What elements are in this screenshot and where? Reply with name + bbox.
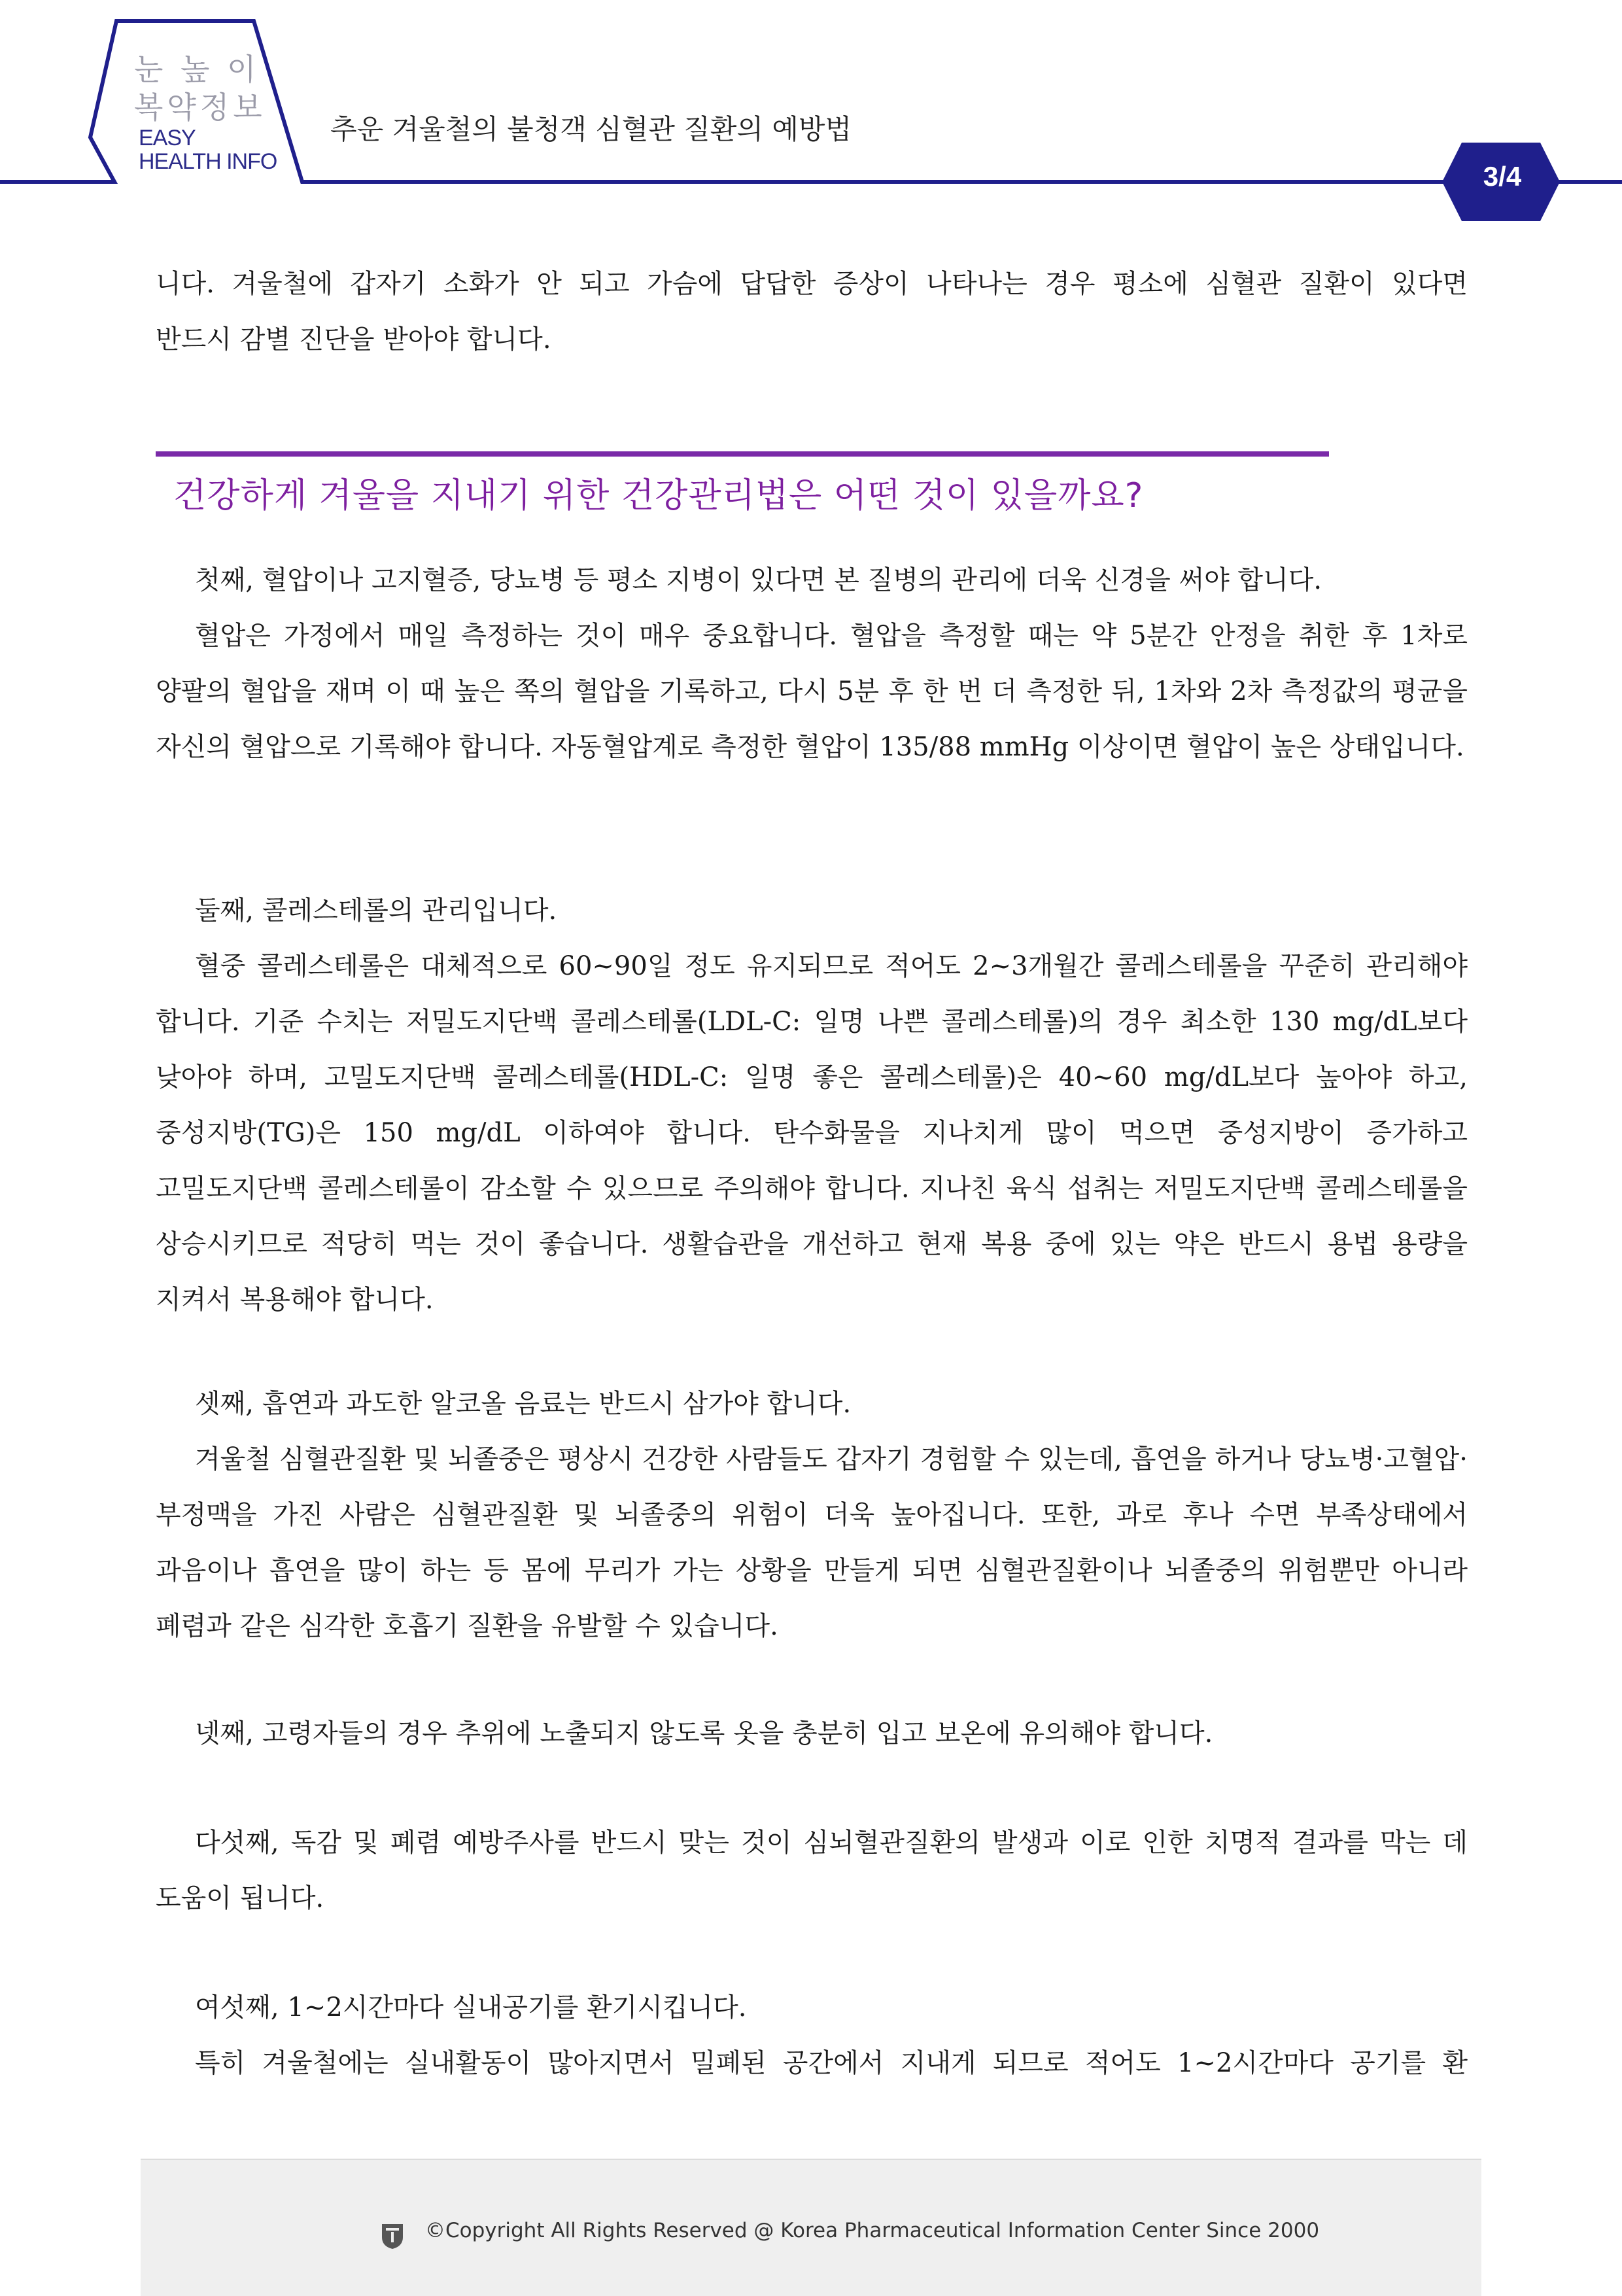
item-sixth-body: 특히 겨울철에는 실내활동이 많아지면서 밀폐된 공간에서 지내게 되므로 적어도 1~2시간마다 공기를 환 xyxy=(195,2048,1468,2078)
intro-line2: 반드시 감별 진단을 받아야 합니다. xyxy=(156,324,551,355)
logo-english-line2: HEALTH INFO xyxy=(139,149,277,174)
item-first-title: 첫째, 혈압이나 고지혈증, 당뇨병 등 평소 지병이 있다면 본 질병의 관리에 더욱 신경을 써야 합니다. xyxy=(195,565,1322,595)
footer-copyright: ©Copyright All Rights Reserved @ Korea Pharmaceutical Information Center Since 2000 xyxy=(425,2219,1320,2242)
kpic-emblem-icon xyxy=(379,2221,406,2250)
item-second-title: 둘째, 콜레스테롤의 관리입니다. xyxy=(195,896,557,926)
document-title: 추운 겨울철의 불청객 심혈관 질환의 예방법 xyxy=(330,113,852,145)
logo-korean-line2: 복약정보 xyxy=(134,90,266,125)
section-heading: 건강하게 겨울을 지내기 위한 건강관리법은 어떤 것이 있을까요? xyxy=(173,476,1144,515)
logo-korean-line1: 눈 높 이 xyxy=(134,52,260,87)
page-number: 3/4 xyxy=(1483,161,1522,192)
footer xyxy=(141,2159,1481,2296)
item-fifth-title: 다섯째, 독감 및 폐렴 예방주사를 반드시 맞는 것이 심뇌혈관질환의 발생과 이로 인한 치명적 결과를 막는 데 도움이 됩니다. xyxy=(156,1828,1468,1913)
item-fourth-title: 넷째, 고령자들의 경우 추위에 노출되지 않도록 옷을 충분히 입고 보온에 유의해야 합니다. xyxy=(195,1718,1213,1748)
intro-line1: 니다. 겨울철에 갑자기 소화가 안 되고 가슴에 답답한 증상이 나타나는 경우 평소에 심혈관 질환이 있다면 xyxy=(156,269,1468,299)
item-second-body: 혈중 콜레스테롤은 대체적으로 60~90일 정도 유지되므로 적어도 2~3개월간 콜레스테롤을 꾸준히 관리해야 합니다. 기준 수치는 저밀도지단백 콜레스테롤(LDL-C: 일명 나쁜 콜레스테롤)의 경우 최소한 130 mg/dL보다 낮아야 하며, 고밀도지단백 콜레스테롤(HDL-C: 일명 좋은 콜레스테롤)은 40~60 mg/dL보다 높아야 하고, 중성지방(TG)은 150 mg/dL 이하여야 합니다. 탄수화물을 지나치게 많이 먹으면 중성지방이 증가하고 고밀도지단백 콜레스테롤이 감소할 수 있으므로 주의해야 합니다. 지나친 육식 섭취는 저밀도지단백 콜레스테롤을 상승시키므로 적당히 먹는 것이 좋습니다. 생활습관을 개선하고 현재 복용 중에 있는 약은 반드시 용법 용량을 지켜서 복용해야 합니다. xyxy=(156,951,1468,1315)
item-third-body: 겨울철 심혈관질환 및 뇌졸중은 평상시 건강한 사람들도 갑자기 경험할 수 있는데, 흡연을 하거나 당뇨병·고혈압·부정맥을 가진 사람은 심혈관질환 및 뇌졸중의 위험이 더욱 높아집니다. 또한, 과로 후나 수면 부족상태에서 과음이나 흡연을 많이 하는 등 몸에 무리가 가는 상황을 만들게 되면 심혈관질환이나 뇌졸중의 위험뿐만 아니라 폐렴과 같은 심각한 호흡기 질환을 유발할 수 있습니다. xyxy=(156,1444,1468,1641)
logo-english-line1: EASY xyxy=(139,126,196,150)
section-heading-rule xyxy=(156,451,1329,457)
item-sixth-title: 여섯째, 1~2시간마다 실내공기를 환기시킵니다. xyxy=(195,1992,747,2023)
item-first-body: 혈압은 가정에서 매일 측정하는 것이 매우 중요합니다. 혈압을 측정할 때는 약 5분간 안정을 취한 후 1차로 양팔의 혈압을 재며 이 때 높은 쪽의 혈압을 기록하고, 다시 5분 후 한 번 더 측정한 뒤, 1차와 2차 측정값의 평균을 자신의 혈압으로 기록해야 합니다. 자동혈압계로 측정한 혈압이 135/88 mmHg 이상이면 혈압이 높은 상태입니다. xyxy=(156,621,1468,762)
item-third-title: 셋째, 흡연과 과도한 알코올 음료는 반드시 삼가야 합니다. xyxy=(195,1389,852,1419)
